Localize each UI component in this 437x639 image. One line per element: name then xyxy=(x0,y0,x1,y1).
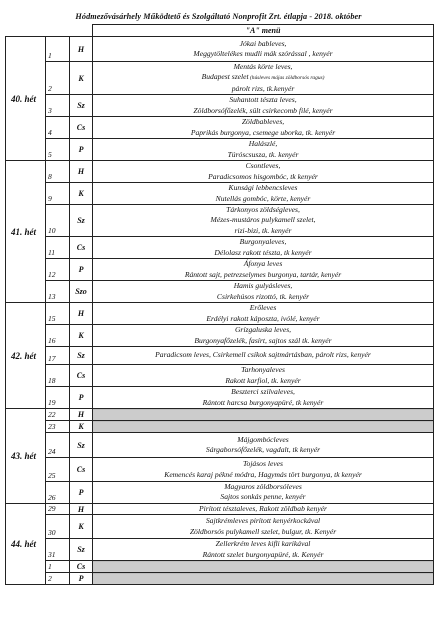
weekday-letter: K xyxy=(70,515,93,539)
menu-cell xyxy=(93,183,434,205)
day-number: 18 xyxy=(46,365,70,387)
menu-cell xyxy=(93,365,434,387)
menu-line: Kemencés karaj pékné módra, Hagymás tört burgonya, tk kenyér xyxy=(164,469,362,479)
menu-line: Hamis gulyásleves, xyxy=(233,281,293,291)
day-number: 2 xyxy=(46,573,70,585)
menu-column-header: "A" menü xyxy=(93,25,434,37)
weekday-letter: Sz xyxy=(70,433,93,458)
menu-line: Csontleves, xyxy=(245,161,281,171)
menu-line: Sajtkrémleves pirított kenyérkockával xyxy=(205,516,321,526)
table-row xyxy=(6,421,434,433)
day-number: 23 xyxy=(46,421,70,433)
week-label: 40. hét xyxy=(6,37,46,161)
menu-line: Nutellás gombóc, körte, kenyér xyxy=(215,193,311,203)
table-row xyxy=(6,573,434,585)
menu-line: Zöldbableves, xyxy=(241,117,285,127)
weekday-letter: H xyxy=(70,161,93,183)
day-number: 9 xyxy=(46,183,70,205)
menu-line: Rakott karfiol, tk. kenyér xyxy=(225,375,301,385)
menu-cell xyxy=(93,387,434,409)
weekday-letter: Cs xyxy=(70,117,93,139)
table-row xyxy=(6,62,434,95)
menu-line: Erőleves xyxy=(249,303,277,313)
no-service-cell xyxy=(93,421,434,433)
day-number: 13 xyxy=(46,281,70,303)
table-row xyxy=(6,259,434,281)
weekday-letter: K xyxy=(70,421,93,433)
table-row xyxy=(6,281,434,303)
table-row xyxy=(6,139,434,161)
day-number: 1 xyxy=(46,37,70,62)
week-label: 43. hét xyxy=(6,409,46,504)
table-row xyxy=(6,347,434,365)
day-number: 2 xyxy=(46,62,70,95)
table-row xyxy=(6,95,434,117)
day-number: 10 xyxy=(46,205,70,237)
menu-cell xyxy=(93,482,434,504)
weekday-letter: H xyxy=(70,503,93,514)
table-row xyxy=(6,205,434,237)
menu-line: Paradicsom leves, Csirkemell csíkok sajtmártásban, párolt rizs, kenyér xyxy=(155,350,371,360)
weekday-letter: P xyxy=(70,139,93,161)
menu-line: Grízgaluska leves, xyxy=(234,325,292,335)
table-row xyxy=(6,37,434,62)
weekday-letter: P xyxy=(70,482,93,504)
table-row xyxy=(6,515,434,539)
table-row xyxy=(6,365,434,387)
weekday-letter: Sz xyxy=(70,347,93,365)
weekday-letter: P xyxy=(70,573,93,585)
menu-line: Csirkehúsos rizottó, tk. kenyér xyxy=(216,291,310,301)
menu-line: Sajtos sonkás penne, kenyér xyxy=(220,492,306,502)
menu-note: (húsleves májas zöldborsós ragus) xyxy=(248,75,325,82)
day-number: 8 xyxy=(46,161,70,183)
day-number: 5 xyxy=(46,139,70,161)
day-number: 15 xyxy=(46,303,70,325)
week-label: 42. hét xyxy=(6,303,46,409)
table-row xyxy=(6,561,434,573)
menu-line: Tárkonyos zöldségleves, xyxy=(226,205,300,215)
menu-line: Mézes-mustáros pulykamell szelet, xyxy=(210,215,316,225)
menu-line: Sárgaborsófőzelék, vagdalt, tk kenyér xyxy=(205,445,321,455)
week-label: 44. hét xyxy=(6,503,46,584)
menu-cell xyxy=(93,503,434,514)
day-number: 19 xyxy=(46,387,70,409)
weekday-letter: K xyxy=(70,183,93,205)
day-number: 16 xyxy=(46,325,70,347)
table-row xyxy=(6,539,434,561)
weekday-letter: P xyxy=(70,259,93,281)
weekday-letter: Cs xyxy=(70,458,93,482)
weekday-letter: H xyxy=(70,409,93,421)
table-row xyxy=(6,303,434,325)
weekday-letter: Cs xyxy=(70,365,93,387)
weekday-letter: K xyxy=(70,62,93,95)
menu-cell xyxy=(93,347,434,365)
menu-line: Paprikás burgonya, csemege uborka, tk. kenyér xyxy=(190,127,336,137)
menu-line: Túróscsusza, tk. kenyér xyxy=(227,149,299,159)
day-number: 4 xyxy=(46,117,70,139)
menu-cell xyxy=(93,205,434,237)
menu-cell xyxy=(93,37,434,62)
table-row xyxy=(6,237,434,259)
table-row xyxy=(6,433,434,458)
menu-line: Zöldborsós pulykamell szelet, bulgur, tk. Kenyér xyxy=(189,526,337,536)
menu-cell xyxy=(93,281,434,303)
menu-line: Zellerkrém leves kifli karikával xyxy=(215,539,311,549)
day-number: 11 xyxy=(46,237,70,259)
menu-line: Rántott sajt, petrezselymes burgonya, tartár, kenyér xyxy=(184,269,342,279)
day-number: 31 xyxy=(46,539,70,561)
day-number: 26 xyxy=(46,482,70,504)
no-service-cell xyxy=(93,573,434,585)
menu-line: Suhantott tészta leves, xyxy=(229,95,297,105)
menu-cell xyxy=(93,117,434,139)
menu-line: Burgonyaleves, xyxy=(239,237,287,247)
table-row xyxy=(6,183,434,205)
menu-line: Pirított tésztaleves, Rakott zöldbab kenyér xyxy=(199,503,328,513)
day-number: 22 xyxy=(46,409,70,421)
menu-cell xyxy=(93,539,434,561)
day-number: 24 xyxy=(46,433,70,458)
menu-line: Rántott harcsa burgonyapüré, tk kenyér xyxy=(202,397,324,407)
menu-line: Jókai bableves, xyxy=(239,38,287,48)
menu-line: Délolasz rakott tészta, tk kenyér xyxy=(214,247,312,257)
menu-line: Magyaros zöldborsóleves xyxy=(224,482,302,492)
day-number: 25 xyxy=(46,458,70,482)
menu-line: Budapest szelet (húsleves májas zöldborsós ragus) xyxy=(201,72,325,82)
menu-cell xyxy=(93,62,434,95)
header-spacer xyxy=(6,25,93,37)
menu-line: Kunsági lebbencsleves xyxy=(228,183,298,193)
table-row xyxy=(6,387,434,409)
weekday-letter: H xyxy=(70,303,93,325)
table-row xyxy=(6,325,434,347)
day-number: 3 xyxy=(46,95,70,117)
weekday-letter: K xyxy=(70,325,93,347)
table-row xyxy=(6,117,434,139)
menu-line: Beszterci szilvaleves, xyxy=(231,387,295,397)
menu-line: Zöldborsófőzelék, sült csirkecomb filé, kenyér xyxy=(193,105,333,115)
menu-line: Áfonya leves xyxy=(243,259,283,269)
day-number: 30 xyxy=(46,515,70,539)
menu-cell xyxy=(93,139,434,161)
day-number: 12 xyxy=(46,259,70,281)
day-number: 17 xyxy=(46,347,70,365)
weekday-letter: Cs xyxy=(70,237,93,259)
weekday-letter: Cs xyxy=(70,561,93,573)
table-row xyxy=(6,458,434,482)
menu-cell xyxy=(93,458,434,482)
menu-line: Rántott szelet burgonyapüré, tk. Kenyér xyxy=(202,549,324,559)
day-number: 29 xyxy=(46,503,70,514)
weekday-letter: Sz xyxy=(70,539,93,561)
menu-cell xyxy=(93,303,434,325)
menu-cell xyxy=(93,325,434,347)
menu-line: Halászlé, xyxy=(248,139,278,149)
menu-line: Paradicsomos hisgombóc, tk kenyér xyxy=(208,171,318,181)
page-title: Hódmezővásárhely Működtető és Szolgáltató Nonprofit Zrt. étlapja - 2018. október xyxy=(75,12,362,21)
table-row xyxy=(6,409,434,421)
menu-line: Májgombócleves xyxy=(237,434,289,444)
menu-line: Erdélyi rakott káposzta, ivólé, kenyér xyxy=(206,313,320,323)
day-number: 1 xyxy=(46,561,70,573)
menu-cell xyxy=(93,237,434,259)
menu-cell xyxy=(93,95,434,117)
menu-line: párolt rizs, tk.kenyér xyxy=(231,83,295,93)
weekday-letter: Szo xyxy=(70,281,93,303)
menu-cell xyxy=(93,433,434,458)
menu-cell xyxy=(93,161,434,183)
table-row xyxy=(6,503,434,514)
weekday-letter: Sz xyxy=(70,95,93,117)
week-label: 41. hét xyxy=(6,161,46,303)
menu-cell xyxy=(93,259,434,281)
menu-line: Mentás körte leves, xyxy=(233,62,293,71)
table-row xyxy=(6,161,434,183)
weekday-letter: H xyxy=(70,37,93,62)
weekday-letter: P xyxy=(70,387,93,409)
menu-line: rizi-bizi, tk. kenyér xyxy=(234,225,292,235)
no-service-cell xyxy=(93,561,434,573)
menu-line: Tojásos leves xyxy=(243,459,284,469)
menu-line: Tarhonyaleves xyxy=(241,365,285,375)
weekday-letter: Sz xyxy=(70,205,93,237)
menu-line: Burgonyafőzelék, fasírt, sajtos szál tk. kenyér xyxy=(194,335,332,345)
menu-table xyxy=(5,24,434,585)
menu-line: Meggytöltelékes mudli mák szórással , kenyér xyxy=(193,49,333,58)
menu-cell xyxy=(93,515,434,539)
no-service-cell xyxy=(93,409,434,421)
table-row xyxy=(6,482,434,504)
